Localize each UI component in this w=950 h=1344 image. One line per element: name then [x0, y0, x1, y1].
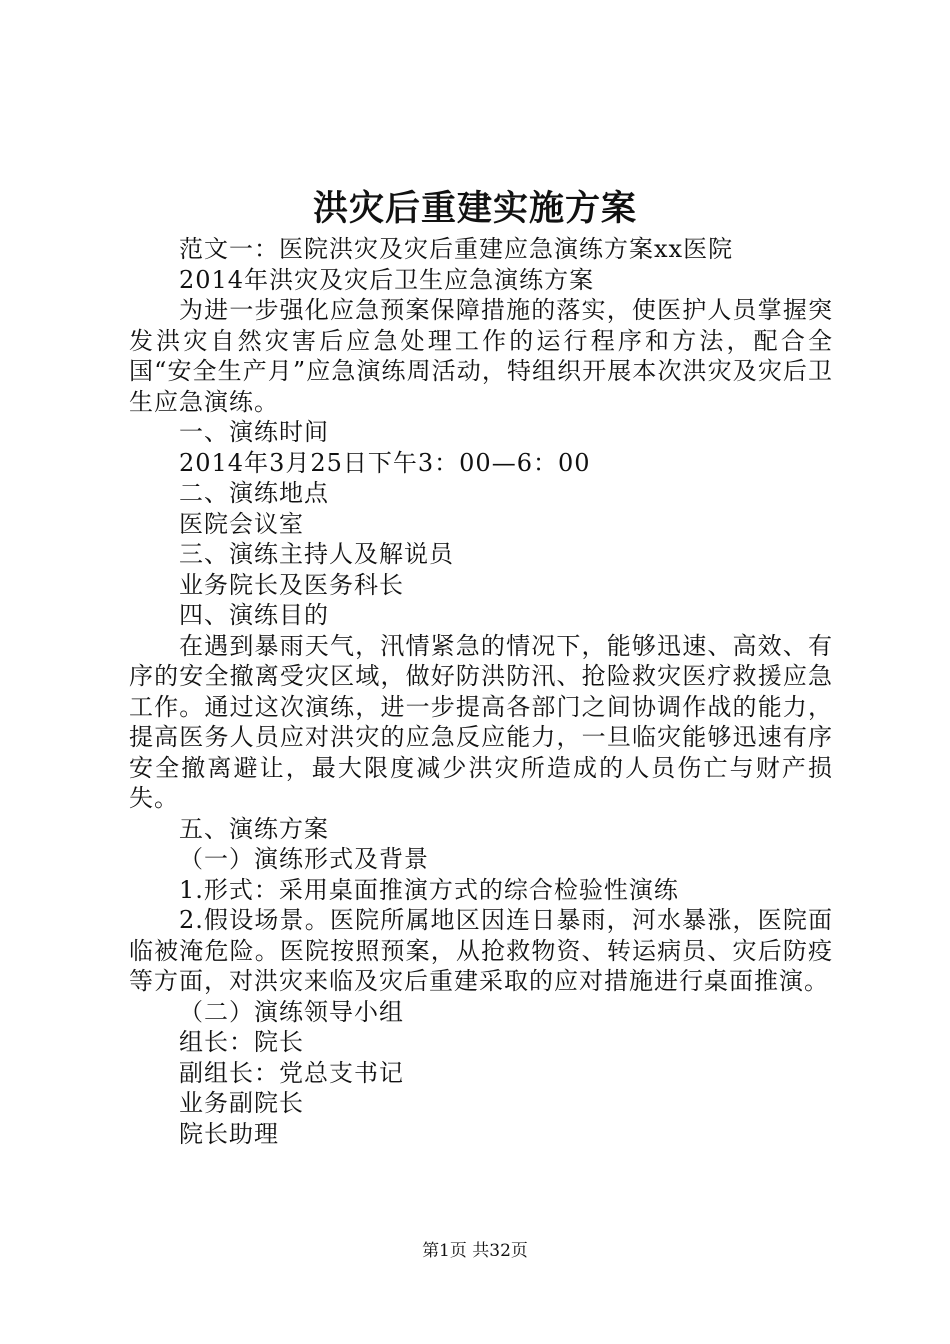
paragraph: 1.形式：采用桌面推演方式的综合检验性演练: [179, 875, 679, 904]
section-heading: 三、演练主持人及解说员: [179, 540, 454, 568]
paragraph: 2014年3月25日下午3：00—6：00: [179, 448, 591, 477]
subsection-heading: （二）演练领导小组: [179, 997, 404, 1026]
section-heading: 五、演练方案: [179, 814, 329, 843]
subsection-heading: （一）演练形式及背景: [179, 845, 429, 873]
paragraph: 副组长：党总支书记: [179, 1058, 404, 1087]
section-heading: 一、演练时间: [179, 418, 329, 446]
paragraph: 医院会议室: [179, 509, 304, 538]
document-title: 洪灾后重建实施方案: [312, 188, 637, 229]
paragraph: 院长助理: [179, 1119, 279, 1148]
page-footer: 第1页 共32页: [422, 1241, 528, 1261]
paragraph: 2014年洪灾及灾后卫生应急演练方案: [179, 265, 595, 294]
paragraph: 业务院长及医务科长: [179, 570, 404, 599]
paragraph: 范文一：医院洪灾及灾后重建应急演练方案xx医院: [179, 235, 734, 263]
paragraph: 业务副院长: [179, 1089, 304, 1117]
section-heading: 四、演练目的: [179, 601, 329, 629]
paragraph: 在遇到暴雨天气，汛情紧急的情况下，能够迅速、高效、有序的安全撤离受灾区域，做好防洪防汛、抢险救灾医疗救援应急工作。通过这次演练，进一步提高各部门之间协调作战的能力，提高医务人员应对洪灾的应急反应能力，一旦临灾能够迅速有序安全撤离避让，最大限度减少洪灾所造成的人员伤亡与财产损失。: [129, 631, 833, 812]
section-heading: 二、演练地点: [179, 479, 329, 507]
paragraph: 为进一步强化应急预案保障措施的落实，使医护人员掌握突发洪灾自然灾害后应急处理工作的运行程序和方法，配合全国“安全生产月”应急演练周活动，特组织开展本次洪灾及灾后卫生应急演练。: [129, 296, 833, 416]
paragraph: 组长：院长: [179, 1028, 304, 1056]
paragraph: 2.假设场景。医院所属地区因连日暴雨，河水暴涨，医院面临被淹危险。医院按照预案，从抢救物资、转运病员、灾后防疫等方面，对洪灾来临及灾后重建采取的应对措施进行桌面推演。: [129, 906, 833, 995]
document-body: [129, 234, 833, 1149]
